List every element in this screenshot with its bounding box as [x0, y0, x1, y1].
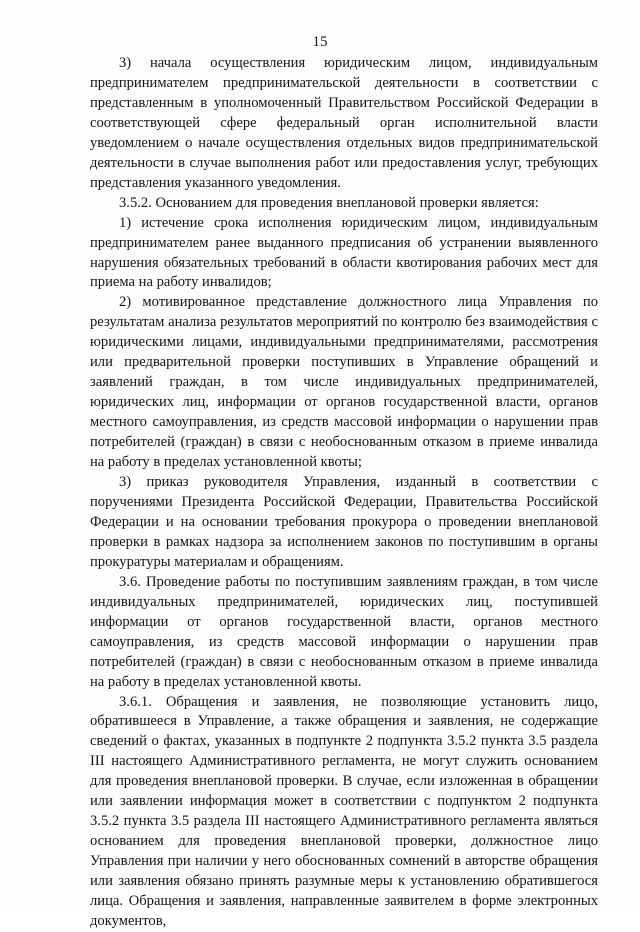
paragraph-3-1-item-3: 3) начала осуществления юридическим лицом, индивидуальным предпринимателем предпринимательской деятельности в соответствии с представленным в уполномоченный Правительством Российской Федерации в соответствующей сфере федеральный орган исполнительной власти уведомлением о начале осуществления отдельных видов предпринимательской деятельности в случае выполнения работ или предоставления услуг, требующих представления указанного уведомления. — [90, 55, 598, 191]
document-body — [90, 54, 598, 932]
paragraph-3-5-2-item-2: 2) мотивированное представление должностного лица Управления по результатам анализа результатов мероприятий по контролю без взаимодействия с юридическими лицами, индивидуальными предпринимателями, рассмотрения или предварительной проверки поступивших в Управление обращений и заявлений граждан, в том числе индивидуальных предпринимателей, юридических лиц, информации от органов государственной власти, органов местного самоуправления, из средств массовой информации о нарушении прав потребителей (граждан) в связи с необоснованным отказом в приеме инвалида на работу в пределах установленной квоты; — [90, 294, 598, 471]
paragraph-3-5-2-heading: 3.5.2. Основанием для проведения внеплановой проверки является: — [119, 194, 539, 211]
paragraph-3-5-2-item-3: 3) приказ руководителя Управления, изданный в соответствии с поручениями Президента Российской Федерации, Правительства Российской Федерации и на основании требования прокурора о проведении внеплановой проверки в рамках надзора за исполнением законов по поступившим в органы прокуратуры материалам и обращениям. — [90, 474, 598, 570]
paragraph-3-5-2-item-1: 1) истечение срока исполнения юридическим лицом, индивидуальным предпринимателем ранее выданного предписания об устранении выявленного нарушения обязательных требований в области квотирования рабочих мест для приема на работу инвалидов; — [90, 214, 598, 291]
page-number: 15 — [312, 34, 328, 50]
paragraph-3-6-1: 3.6.1. Обращения и заявления, не позволяющие установить лицо, обратившееся в Управление, а также обращения и заявления, не содержащие сведений о фактах, указанных в подпункте 2 подпункта 3.5.2 пункта 3.5 раздела III настоящего Административного регламента, не могут служить основанием для проведения внеплановой проверки. В случае, если изложенная в обращении или заявлении информация может в соответствии с подпунктом 2 подпункта 3.5.2 пункта 3.5 раздела III настоящего Административного регламента являться основанием для проведения внеплановой проверки, должностное лицо Управления при наличии у него обоснованных сомнений в авторстве обращения или заявления обязано принять разумные меры к установлению обратившегося лица. Обращения и заявления, направленные заявителем в форме электронных документов, — [90, 693, 598, 929]
paragraph-3-6: 3.6. Проведение работы по поступившим заявлениям граждан, в том числе индивидуальных предпринимателей, юридических лиц, поступившей информации от органов государственной власти, органов местного самоуправления, из средств массовой информации о нарушении прав потребителей (граждан) в связи с необоснованным отказом в приеме инвалида на работу в пределах установленной квоты. — [90, 573, 598, 690]
